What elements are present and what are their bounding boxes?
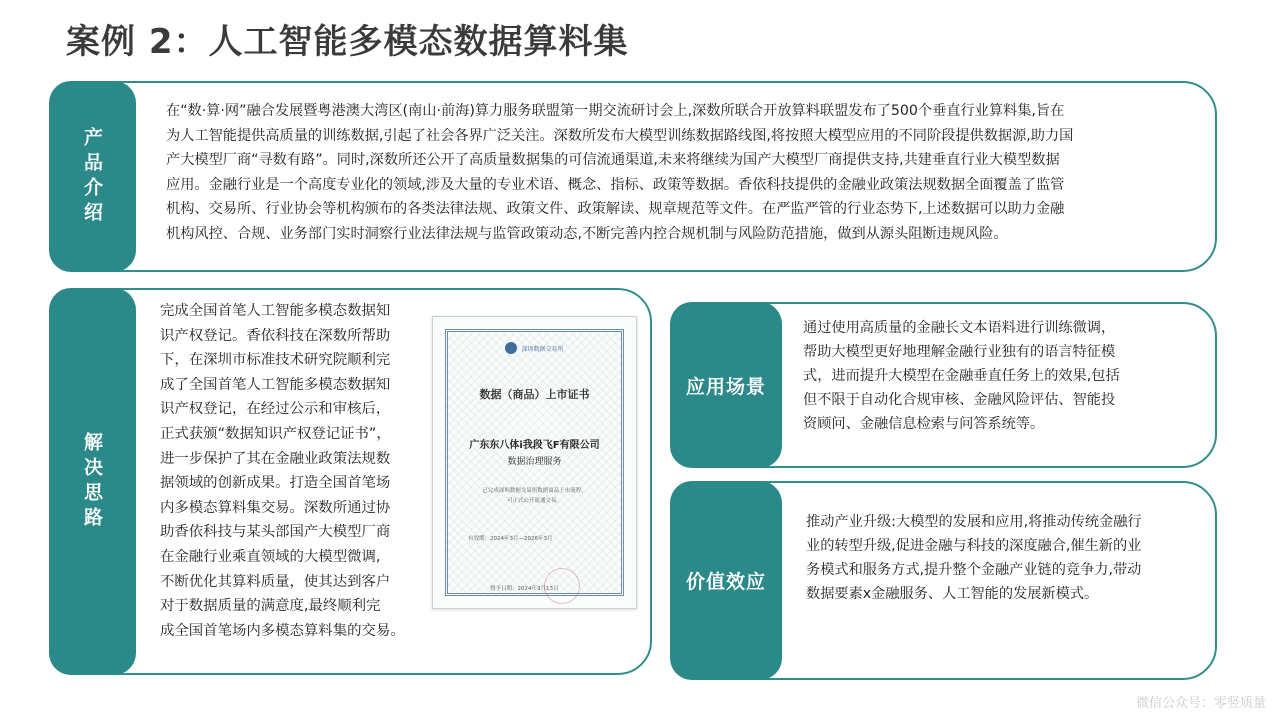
certificate-validity: 有效期：2024年3月—2026年3月 xyxy=(468,536,553,542)
text-line: 据领域的创新成果。打造全国首笔场 xyxy=(160,475,391,492)
text-line: 完成全国首笔人工智能多模态数据知 xyxy=(160,303,391,319)
certificate-logo xyxy=(448,342,621,354)
text-line: 成了全国首笔人工智能多模态数据知 xyxy=(160,376,391,393)
text-line: 帮助大模型更好地理解金融行业独有的语言特征模 xyxy=(803,344,1116,360)
text-line: 机构风控、合规、业务部门实时洞察行业法律法规与监管政策动态,不断完善内控合规机制与风险防范措施，做到从源头阻断违规风险。 xyxy=(166,225,1008,242)
product-intro-tab: 产品介绍 xyxy=(49,81,136,272)
text-line: 数据要素x金融服务、人工智能的发展新模式。 xyxy=(806,586,1099,602)
text-line: 业的转型升级,促进金融与科技的深度融合,催生新的业 xyxy=(806,538,1142,554)
text-line: 已完成深圳数据交易所数据商品上市流程， xyxy=(482,488,587,494)
text-line: 产大模型厂商“寻数有路”。同时,深数所还公开了高质量数据集的可信流通渠道,未来将继续为国产大模型厂商提供支持,共建垂直行业大模型数据 xyxy=(166,152,1060,169)
certificate-title: 数据（商品）上市证书 xyxy=(479,388,590,401)
exchange-logo-icon xyxy=(505,342,517,354)
product-intro-text xyxy=(166,99,1206,247)
watermark: 微信公众号：零竖质量 xyxy=(1135,696,1266,711)
text-line: 在金融行业乘直领域的大模型微调, xyxy=(160,548,381,565)
certificate-date: 授予日期：2024年3月13日 xyxy=(490,586,559,592)
text-line: 不断优化其算料质量，使其达到客户 xyxy=(160,573,391,590)
application-tab: 应用场景 xyxy=(670,302,782,468)
text-line: 通过使用高质量的金融长文本语料进行训练微调， xyxy=(803,320,1116,336)
text-line: 式，进而提升大模型在金融垂直任务上的效果,包括 xyxy=(803,368,1120,384)
text-line: 推动产业升级:大模型的发展和应用,将推动传统金融行 xyxy=(806,514,1142,530)
certificate-image xyxy=(432,316,637,609)
text-line: 为人工智能提供高质量的训练数据,引起了社会各界广泛关注。深数所发布大模型训练数据路线图,将按照大模型应用的不同阶段提供数据源,助力国 xyxy=(166,127,1074,144)
text-line: 正式获颁“数据知识产权登记证书”， xyxy=(160,425,391,442)
application-text xyxy=(803,316,1203,436)
text-line: 内多模态算料集交易。深数所通过协 xyxy=(160,499,391,516)
value-text xyxy=(806,510,1206,606)
text-line: 下，在深圳市标准技术研究院顺利完 xyxy=(160,352,391,369)
text-line: 应用。金融行业是一个高度专业化的领域,涉及大量的专业术语、概念、指标、政策等数据。香依科技提供的金融业政策法规数据全面覆盖了监管 xyxy=(166,176,1065,193)
text-line: 在“数·算·网”融合发展暨粤港澳大湾区(南山·前海)算力服务联盟第一期交流研讨会上,深数所联合开放算料联盟发布了500个垂直行业算料集,旨在 xyxy=(166,103,1065,119)
text-line: 机构、交易所、行业协会等机构颁布的各类法律法规、政策文件、政策解读、规章规范等文件。在严监严管的行业态势下,上述数据可以助力金融 xyxy=(166,201,1065,218)
value-tab: 价值效应 xyxy=(670,481,782,680)
certificate-body xyxy=(458,486,611,506)
certificate-company: 广东东八体i我段飞F有限公司 xyxy=(469,440,600,451)
page-title: 案例 2：人工智能多模态数据算料集 xyxy=(66,22,629,62)
certificate-service: 数据治理服务 xyxy=(507,457,562,467)
text-line: 但不限于自动化合规审核、金融风险评估、智能投 xyxy=(803,392,1116,408)
text-line: 识产权登记。香依科技在深数所帮助 xyxy=(160,327,391,344)
solution-text xyxy=(160,299,430,643)
certificate-logo-text: 深圳数据交易所 xyxy=(521,345,564,353)
certificate-frame xyxy=(445,329,624,596)
text-line: 可正式公开流通交易。 xyxy=(506,498,562,504)
text-line: 助香依科技与某头部国产大模型厂商 xyxy=(160,524,391,541)
text-line: 务模式和服务方式,提升整个金融产业链的竞争力,带动 xyxy=(806,562,1142,578)
text-line: 对于数据质量的满意度,最终顺利完 xyxy=(160,598,381,615)
text-line: 资顾问、金融信息检索与问答系统等。 xyxy=(803,416,1045,432)
text-line: 识产权登记，在经过公示和审核后， xyxy=(160,401,391,418)
solution-tab: 解决思路 xyxy=(49,288,136,675)
text-line: 成全国首笔场内多模态算料集的交易。 xyxy=(160,622,405,639)
text-line: 进一步保护了其在金融业政策法规数 xyxy=(160,450,391,467)
